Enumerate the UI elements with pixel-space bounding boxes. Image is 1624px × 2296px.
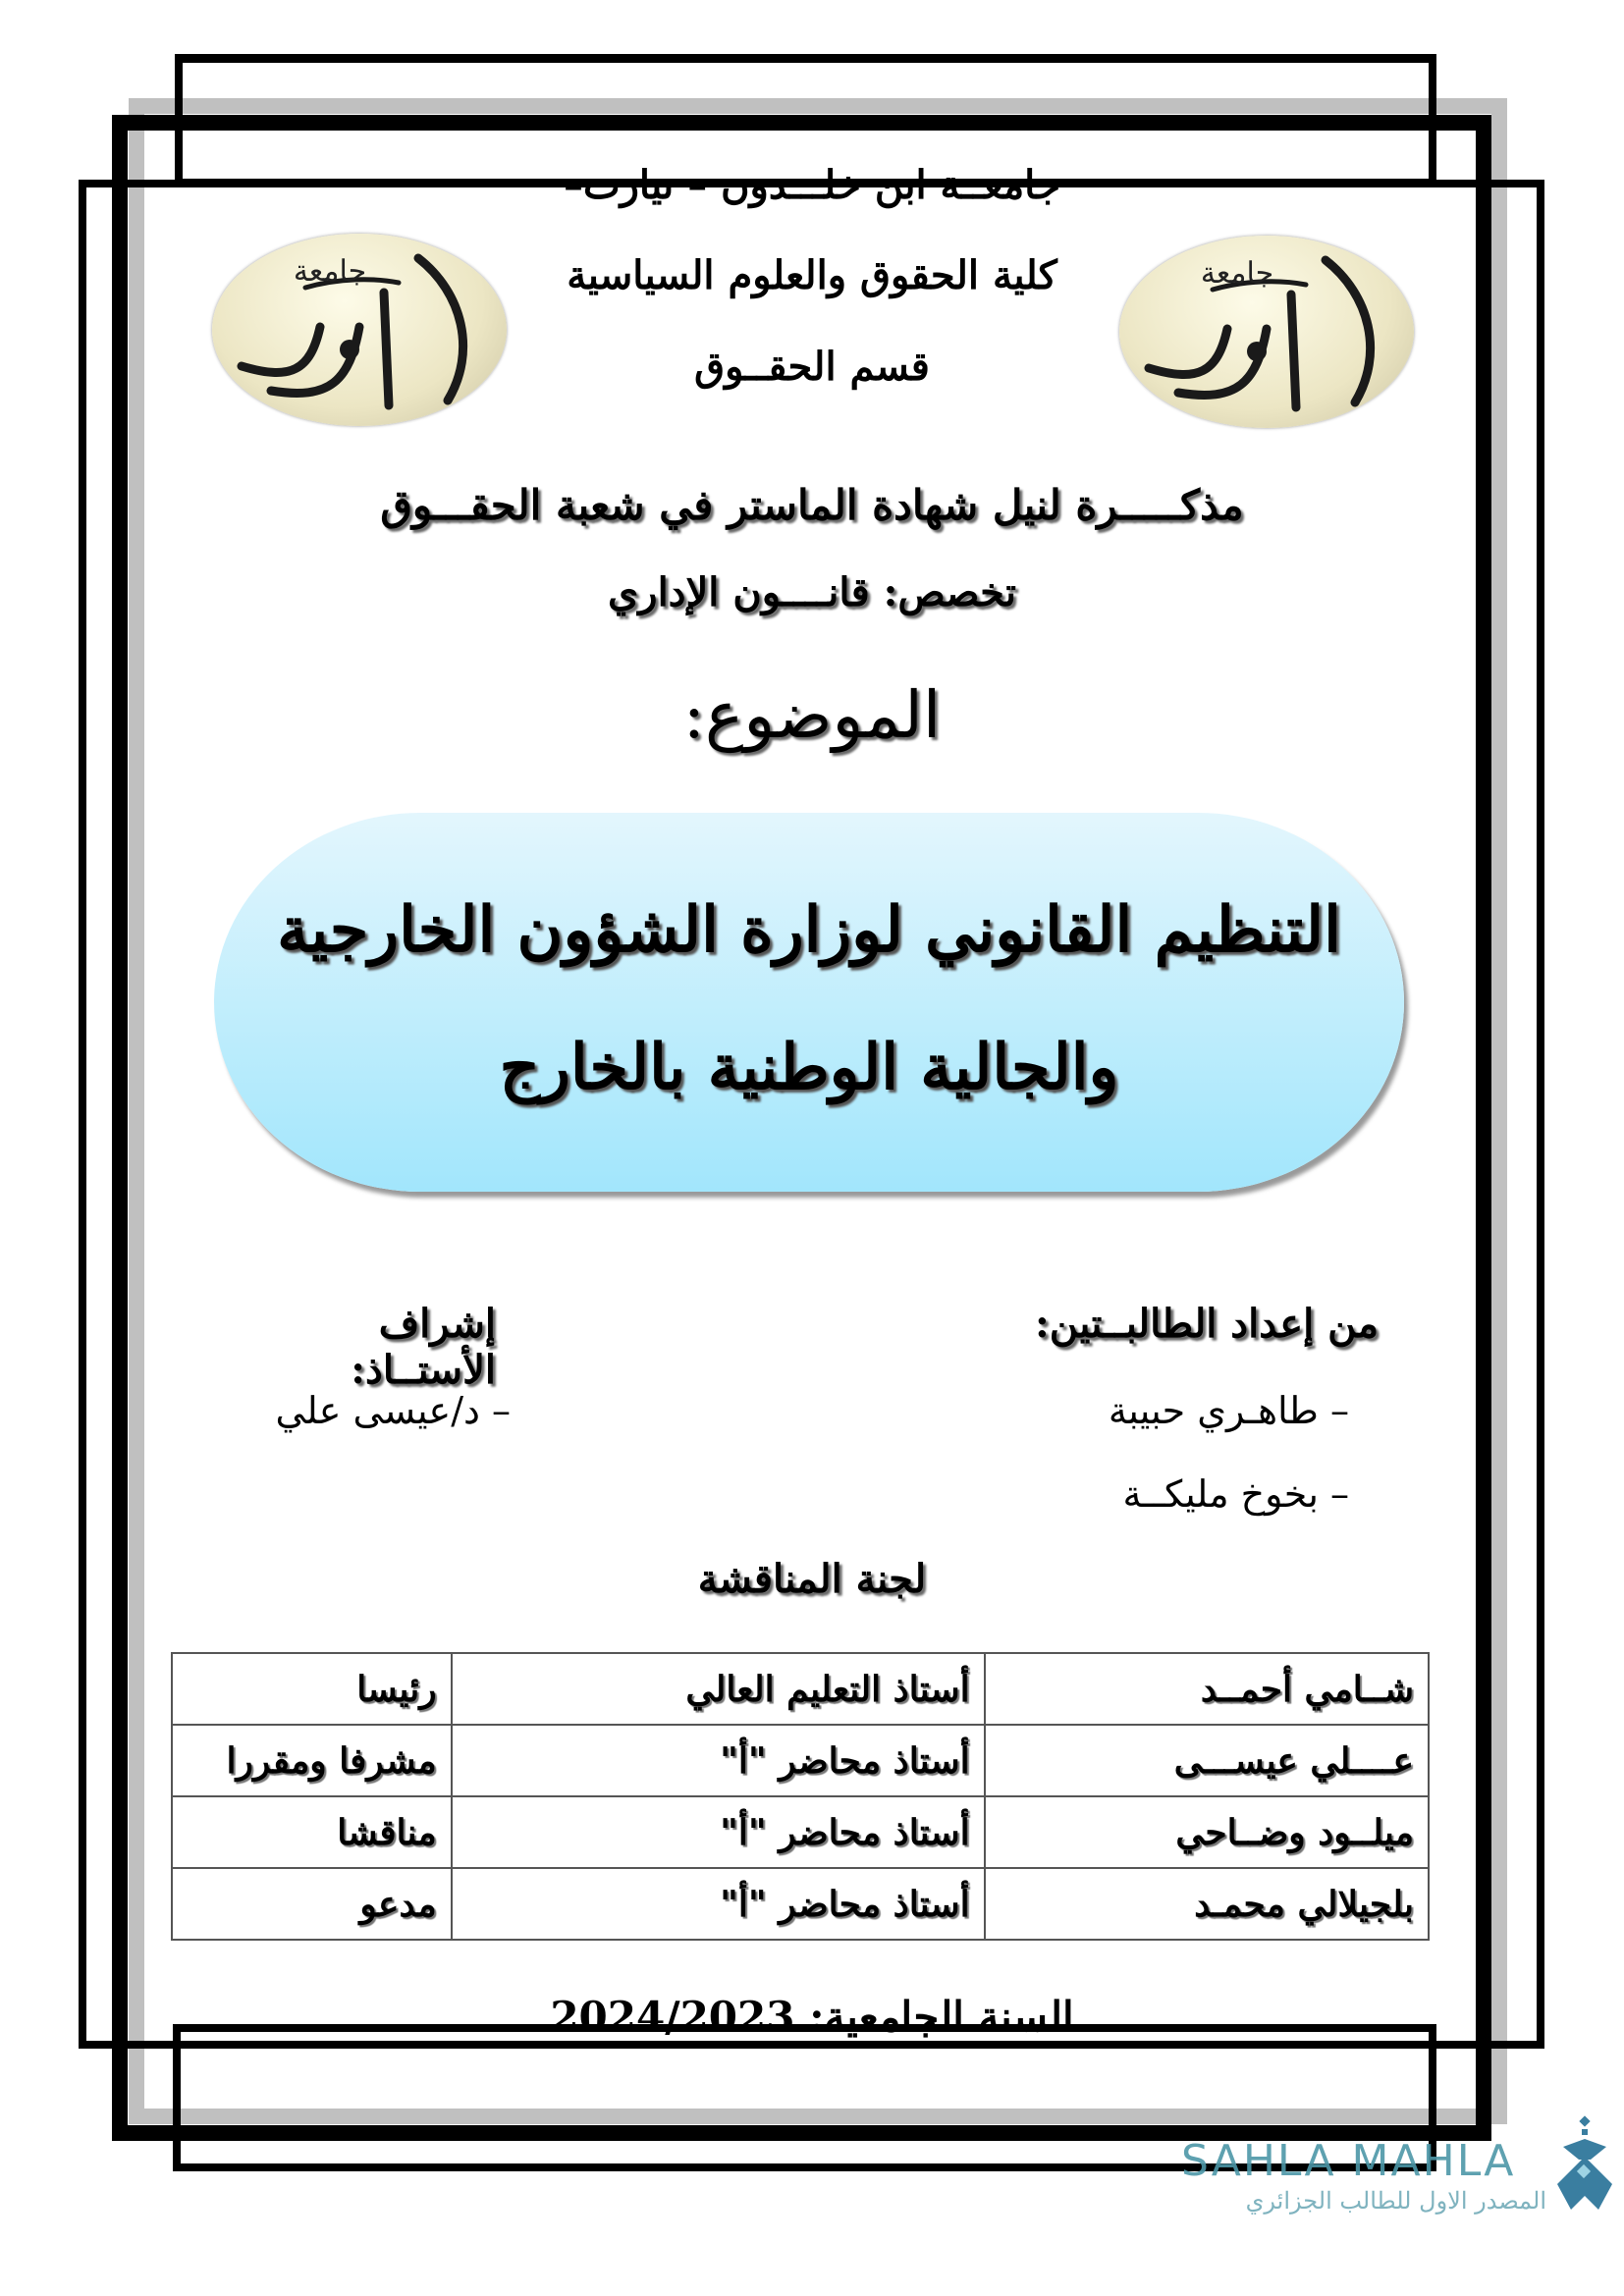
member-name: ميلــود وضــاحي (985, 1796, 1429, 1868)
specialty-label: تخصص: (883, 569, 1017, 615)
academic-year: السنة الجامعية: 2024/2023 (550, 1993, 1074, 2041)
supervisor-heading: إشراف الأستــاذ: (351, 1301, 496, 1393)
thesis-title-line-2: والجالية الوطنية بالخارج (499, 1031, 1119, 1104)
faculty-name: كلية الحقوق والعلوم السياسية (567, 252, 1057, 298)
department-name: قسم الحقــوق (694, 344, 930, 390)
table-row (172, 1725, 1429, 1796)
committee-table (171, 1652, 1430, 1941)
member-name: عــــلي عيســـى (985, 1725, 1429, 1796)
table-row (172, 1796, 1429, 1868)
sahla-mahla-logo-icon (1551, 2115, 1620, 2214)
member-role: مدعو (172, 1868, 452, 1940)
member-rank: أستاذ محاضر "أ" (452, 1868, 985, 1940)
member-name: بلجيلالي محمـد (985, 1868, 1429, 1940)
students-heading: من إعداد الطالبــتين: (1035, 1301, 1379, 1347)
member-rank: أستاذ محاضر "أ" (452, 1725, 985, 1796)
university-name: جامعــة ابن خلـــدون – تيارت– (563, 162, 1061, 208)
calligraphy-icon (212, 234, 507, 426)
watermark-brand: SAHLA MAHLA (1181, 2136, 1516, 2186)
member-role: رئيسا (172, 1653, 452, 1725)
svg-text:جامعة: جامعة (1200, 256, 1274, 291)
committee-heading: لجنة المناقشة (697, 1556, 927, 1602)
member-role: مشرفا ومقررا (172, 1725, 452, 1796)
member-rank: أستاذ محاضر "أ" (452, 1796, 985, 1868)
watermark-tagline: المصدر الاول للطالب الجزائري (1245, 2187, 1546, 2215)
specialty-value: قانــــون الإداري (607, 569, 870, 615)
degree-line: مذكـــــرة لنيل شهادة الماستر في شعبة الحقـــوق (380, 481, 1244, 529)
specialty-line (0, 569, 1624, 615)
svg-text:جامعة: جامعة (293, 254, 367, 289)
thesis-title-line-1: التنظيم القانوني لوزارة الشؤون الخارجية (277, 893, 1341, 967)
student-name: – طاهـري حبيبة (1108, 1389, 1349, 1432)
table-row (172, 1653, 1429, 1725)
member-role: مناقشا (172, 1796, 452, 1868)
member-name: شــامي أحمــد (985, 1653, 1429, 1725)
supervisor-name: – د/عيسى علي (275, 1389, 511, 1432)
subject-label: الموضوع: (682, 677, 942, 753)
student-name: – بخوخ مليكــة (1122, 1472, 1349, 1516)
thesis-title-box (214, 813, 1404, 1192)
member-rank: أستاذ التعليم العالي (452, 1653, 985, 1725)
university-seal-icon (212, 234, 507, 426)
calligraphy-icon (1119, 236, 1414, 428)
table-row (172, 1868, 1429, 1940)
university-seal-icon (1119, 236, 1414, 428)
